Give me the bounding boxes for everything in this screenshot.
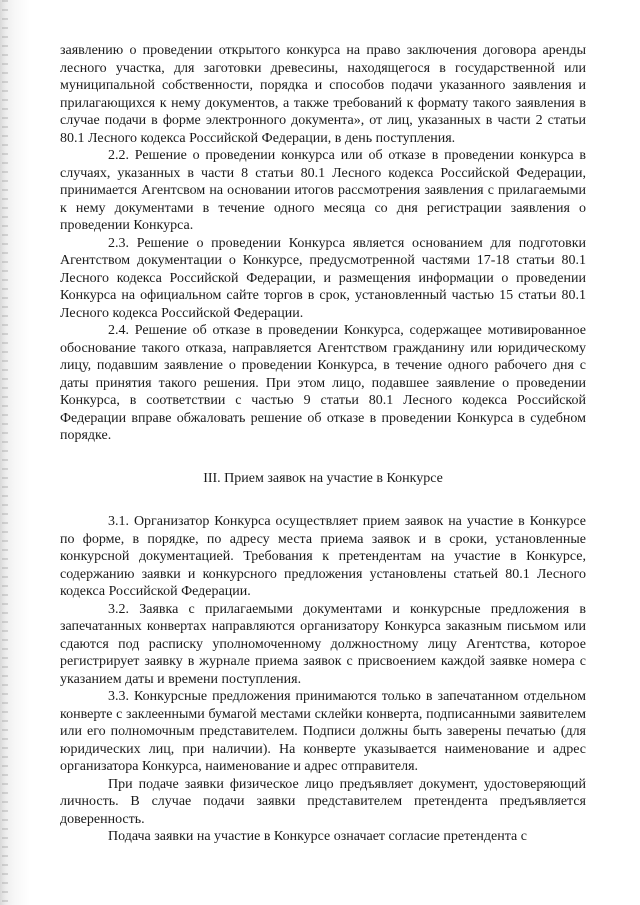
section-heading: III. Прием заявок на участие в Конкурсе <box>203 470 443 486</box>
paragraph-3-1: 3.1. Организатор Конкурса осуществляет прием заявок на участие в Конкурсе по форме, в порядке, по адресу места приема заявок и в сроки, установленные конкурсной документацией. Требования к претендентам на участие в Конкурсе, содержанию заявки и конкурсного предложения установлены статьей 80.1 Лесного кодекса Российской Федерации. <box>60 514 586 599</box>
paragraph-intro-continuation: заявлению о проведении открытого конкурса на право заключения договора аренды лесного участка, для заготовки древесины, находящегося в государственной или муниципальной собственности, порядка и способов подачи указанного заявления и прилагающихся к нему документов, а также требований к формату такого заявления в случае подачи в форме электронного документа», от лиц, указанных в части 2 статьи 80.1 Лесного кодекса Российской Федерации, в день поступления. <box>60 43 586 146</box>
scan-edge-shadow <box>0 0 30 905</box>
paragraph-3-2: 3.2. Заявка с прилагаемыми документами и конкурсные предложения в запечатанных конвертах направляются организатору Конкурса заказным письмом или сдаются под расписку уполномоченному должностному лицу Агентства, которое регистрирует заявку в журнале приема заявок с присвоением каждой заявке номера с указанием даты и времени поступления. <box>60 601 586 687</box>
paragraph-2-2: 2.2. Решение о проведении конкурса или об отказе в проведении конкурса в случаях, указанных в части 8 статьи 80.1 Лесного кодекса Российской Федерации, принимается Агентсвом на основании итогов рассмотрения заявления с прилагаемыми к нему документами в течение одного месяца со дня регистрации заявления о проведении Конкурса. <box>60 148 586 233</box>
paragraph-2-4: 2.4. Решение об отказе в проведении Конкурса, содержащее мотивированное обоснование такого отказа, направляется Агентством гражданину или юридическому лицу, подавшим заявление о проведении Конкурса, в течение одного рабочего дня с даты принятия такого решения. При этом лицо, подавшее заявление о проведении Конкурса, в соответствии с частью 9 статьи 80.1 Лесного кодекса Российской Федерации вправе обжаловать решение об отказе в проведении Конкурса в судебном порядке. <box>60 323 586 443</box>
document-page <box>60 42 586 846</box>
paragraph-consent: Подача заявки на участие в Конкурсе означает согласие претендента с <box>108 829 527 844</box>
paragraph-2-3: 2.3. Решение о проведении Конкурса является основанием для подготовки Агентством документации о Конкурсе, предусмотренной частями 17-18 статьи 80.1 Лесного кодекса Российской Федерации, и размещения информации о проведении Конкурса на официальном сайте торгов в срок, установленный частью 15 статьи 80.1 Лесного кодекса Российской Федерации. <box>60 235 586 321</box>
paragraph-3-3: 3.3. Конкурсные предложения принимаются только в запечатанном отдельном конверте с заклеенными бумагой местами склейки конверта, подписанными заявителем или его полномочным представителем. Подписи должны быть заверены печатью (для юридических лиц, при наличии). На конверте указывается наименование и адрес организатора Конкурса, наименование и адрес отправителя. <box>60 689 586 774</box>
paragraph-submission: При подаче заявки физическое лицо предъявляет документ, удостоверяющий личность. В случае подачи заявки представителем претендента предъявляется доверенность. <box>60 776 586 827</box>
